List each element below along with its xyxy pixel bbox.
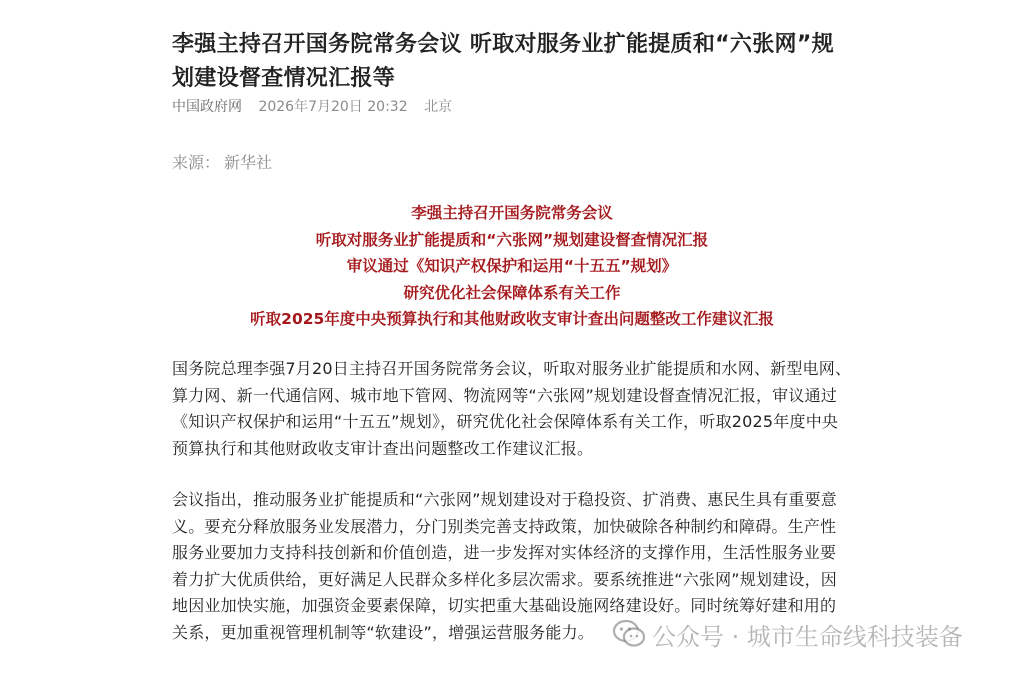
publisher-link[interactable]: 中国政府网	[172, 99, 242, 115]
headline-line: 审议通过《知识产权保护和运用“十五五”规划》	[346, 257, 678, 275]
publish-location: 北京	[424, 99, 453, 115]
watermark-text: 公众号 · 城市生命线科技装备	[652, 622, 963, 651]
article-meta	[172, 96, 464, 116]
wechat-official-account-icon	[612, 619, 646, 649]
article-source	[172, 150, 272, 173]
publish-datetime: 2026年7月20日 20:32	[258, 99, 408, 115]
source-label: 来源：	[172, 153, 221, 172]
article-title: 李强主持召开国务院常务会议 听取对服务业扩能提质和“六张网”规划建设督查情况汇报等	[172, 32, 834, 91]
body-paragraph: 国务院总理李强7月20日主持召开国务院常务会议，听取对服务业扩能提质和水网、新型电网、算力网、新一代通信网、城市地下管网、物流网等“六张网”规划建设督查情况汇报，审议通过《知识产权保护和运用“十五五”规划》，研究优化社会保障体系有关工作，听取2025年度中央预算执行和其他财政收支审计查出问题整改工作建议汇报。	[172, 359, 852, 458]
body-paragraph: 会议指出，推动服务业扩能提质和“六张网”规划建设对于稳投资、扩消费、惠民生具有重要意义。要充分释放服务业发展潜力，分门别类完善支持政策，加快破除各种制约和障碍。生产性服务业要加力支持科技创新和价值创造，进一步发挥对实体经济的支撑作用，生活性服务业要着力扩大优质供给，更好满足人民群众多样化多层次需求。要系统推进“六张网”规划建设，因地因业加快实施，加强资金要素保障，切实把重大基础设施网络建设好。同时统筹好建和用的关系，更加重视管理机制等“软建设”，增强运营服务能力。	[172, 490, 837, 642]
headline-line: 听取对服务业扩能提质和“六张网”规划建设督查情况汇报	[315, 230, 709, 249]
headline-line: 听取2025年度中央预算执行和其他财政收支审计查出问题整改工作建议汇报	[250, 310, 774, 328]
watermark	[612, 616, 963, 652]
headline-line: 研究优化社会保障体系有关工作	[403, 283, 621, 302]
headline-block	[172, 200, 852, 333]
headline-line: 李强主持召开国务院常务会议	[411, 204, 613, 222]
source-name: 新华社	[224, 153, 273, 172]
